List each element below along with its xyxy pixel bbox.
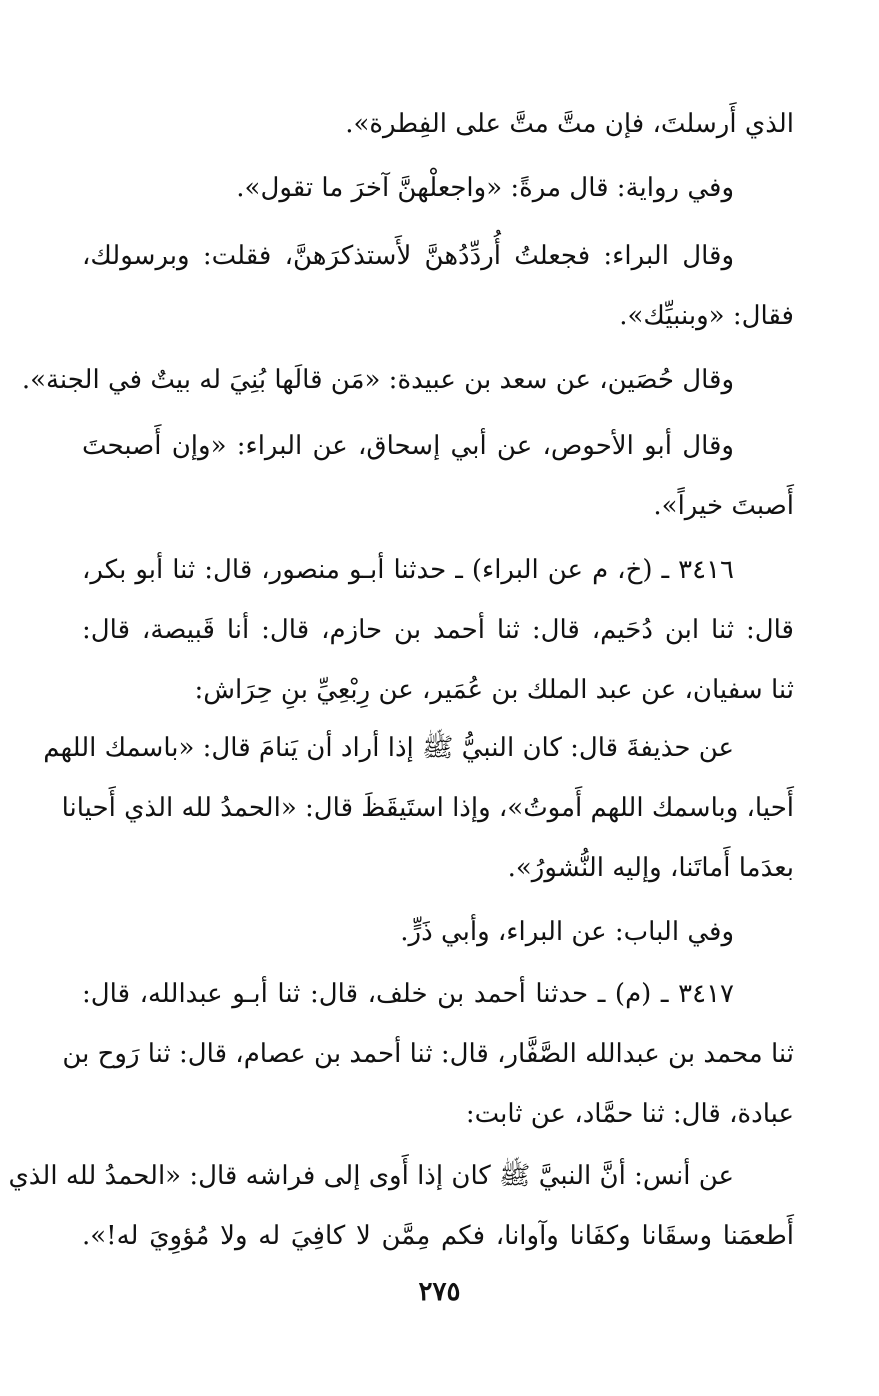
text-line: الذي أَرسلتَ، فإن متَّ متَّ على الفِطرة». [345,109,794,139]
text-line: وقال البراء: فجعلتُ أُردِّدُهنَّ لأَستذكرَهنَّ، فقلت: وبرسولك، [82,241,734,271]
text-line: بعدَما أَماتَنا، وإليه النُّشورُ». [507,853,794,883]
text-line: عن أنس: أنَّ النبيَّ ﷺ كان إذا أَوى إلى فراشه قال: «الحمدُ لله الذي [8,1161,734,1191]
text-line: ثنا محمد بن عبدالله الصَّفَّار، قال: ثنا أحمد بن عصام، قال: ثنا رَوح بن [62,1039,794,1069]
text-line: وقال حُصَين، عن سعد بن عبيدة: «مَن قالَها بُنِيَ له بيتٌ في الجنة». [21,365,734,395]
text-line: ثنا سفيان، عن عبد الملك بن عُمَير، عن رِبْعِيِّ بنِ حِرَاش: [194,675,794,705]
text-line: أَحيا، وباسمك اللهم أَموتُ»، وإذا استَيقَظَ قال: «الحمدُ لله الذي أَحيانا [61,793,794,823]
text-line: فقال: «وبنبيِّك». [619,301,794,331]
page-number: ٢٧٥ [418,1277,461,1307]
text-line: وفي رواية: قال مرةً: «واجعلْهنَّ آخرَ ما تقول». [236,173,734,203]
text-line: عن حذيفةَ قال: كان النبيُّ ﷺ إذا أراد أن يَنامَ قال: «باسمك اللهم [43,733,734,763]
text-line: أَصبتَ خيراً». [653,491,794,521]
text-line: ٣٤١٦ ـ (خ، م عن البراء) ـ حدثنا أبـو منصور، قال: ثنا أبو بكر، [82,555,734,585]
text-line: وقال أبو الأحوص، عن أبي إسحاق، عن البراء: «وإن أَصبحتَ [82,431,734,461]
text-line: وفي الباب: عن البراء، وأبي ذَرٍّ. [400,917,734,947]
text-line: قال: ثنا ابن دُحَيم، قال: ثنا أحمد بن حازم، قال: أنا قَبيصة، قال: [82,615,794,645]
text-line: عبادة، قال: ثنا حمَّاد، عن ثابت: [465,1099,794,1129]
text-line: ٣٤١٧ ـ (م) ـ حدثنا أحمد بن خلف، قال: ثنا أبـو عبدالله، قال: [82,979,734,1009]
text-line: أَطعمَنا وسقَانا وكفَانا وآوانا، فكم مِمَّن لا كافِيَ له ولا مُؤوِيَ له!». [82,1221,794,1251]
